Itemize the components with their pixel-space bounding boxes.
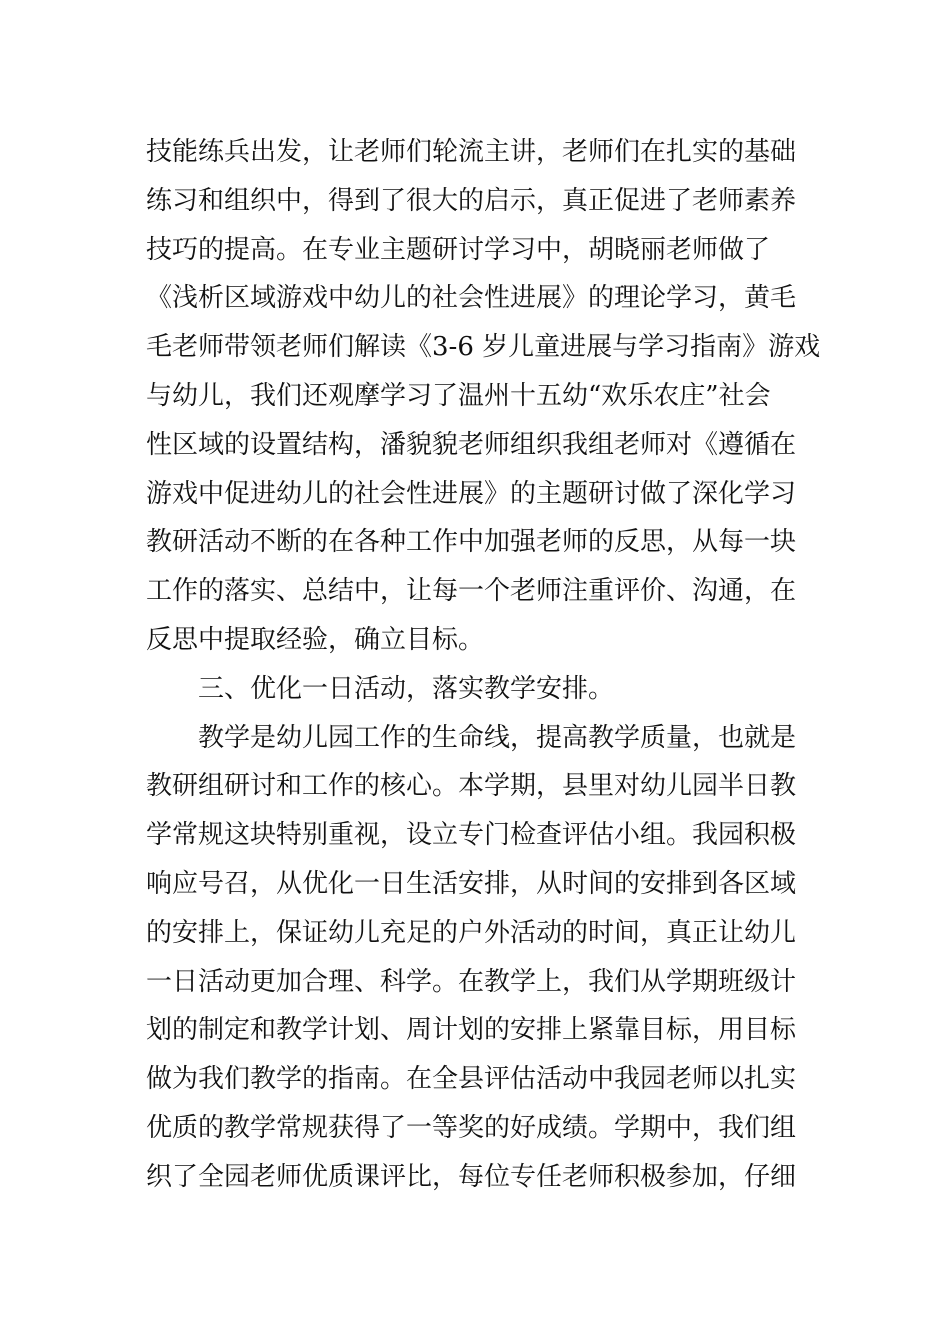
- paragraph-start-line: 教学是幼儿园工作的生命线，提高教学质量，也就是: [198, 722, 797, 753]
- text-line: 《浅析区域游戏中幼儿的社会性进展》的理论学习，黄毛: [146, 283, 797, 314]
- body-text: [146, 128, 821, 1202]
- text-line: 毛老师带领老师们解读《3-6 岁儿童进展与学习指南》游戏: [146, 332, 821, 363]
- text-line: 一日活动更加合理、科学。在教学上，我们从学期班级计: [146, 966, 797, 997]
- text-line: 优质的教学常规获得了一等奖的好成绩。学期中，我们组: [146, 1112, 797, 1143]
- text-line: 教研活动不断的在各种工作中加强老师的反思，从每一块: [146, 527, 797, 558]
- text-line: 性区域的设置结构，潘貌貌老师组织我组老师对《遵循在: [146, 429, 797, 460]
- text-line: 的安排上，保证幼儿充足的户外活动的时间，真正让幼儿: [146, 917, 797, 948]
- text-line: 划的制定和教学计划、周计划的安排上紧靠目标，用目标: [146, 1015, 797, 1046]
- text-line: 教研组研讨和工作的核心。本学期，县里对幼儿园半日教: [146, 771, 797, 802]
- text-line: 工作的落实、总结中，让每一个老师注重评价、沟通，在: [146, 576, 797, 607]
- text-line: 游戏中促进幼儿的社会性进展》的主题研讨做了深化学习: [146, 478, 797, 509]
- text-line: 响应号召，从优化一日生活安排，从时间的安排到各区域: [146, 868, 797, 899]
- text-line: 技巧的提高。在专业主题研讨学习中，胡晓丽老师做了: [146, 234, 771, 265]
- text-line: 与幼儿，我们还观摩学习了温州十五幼“欢乐农庄”社会: [146, 380, 771, 411]
- text-line: 学常规这块特别重视，设立专门检查评估小组。我园积极: [146, 820, 797, 851]
- text-line: 练习和组织中，得到了很大的启示，真正促进了老师素养: [146, 185, 797, 216]
- text-line: 反思中提取经验，确立目标。: [146, 624, 485, 655]
- text-line: 技能练兵出发，让老师们轮流主讲，老师们在扎实的基础: [146, 137, 797, 167]
- text-line: 做为我们教学的指南。在全县评估活动中我园老师以扎实: [146, 1064, 797, 1095]
- text-line: 织了全园老师优质课评比，每位专任老师积极参加，仔细: [146, 1161, 797, 1192]
- section-heading: 三、优化一日活动，落实教学安排。: [198, 673, 615, 704]
